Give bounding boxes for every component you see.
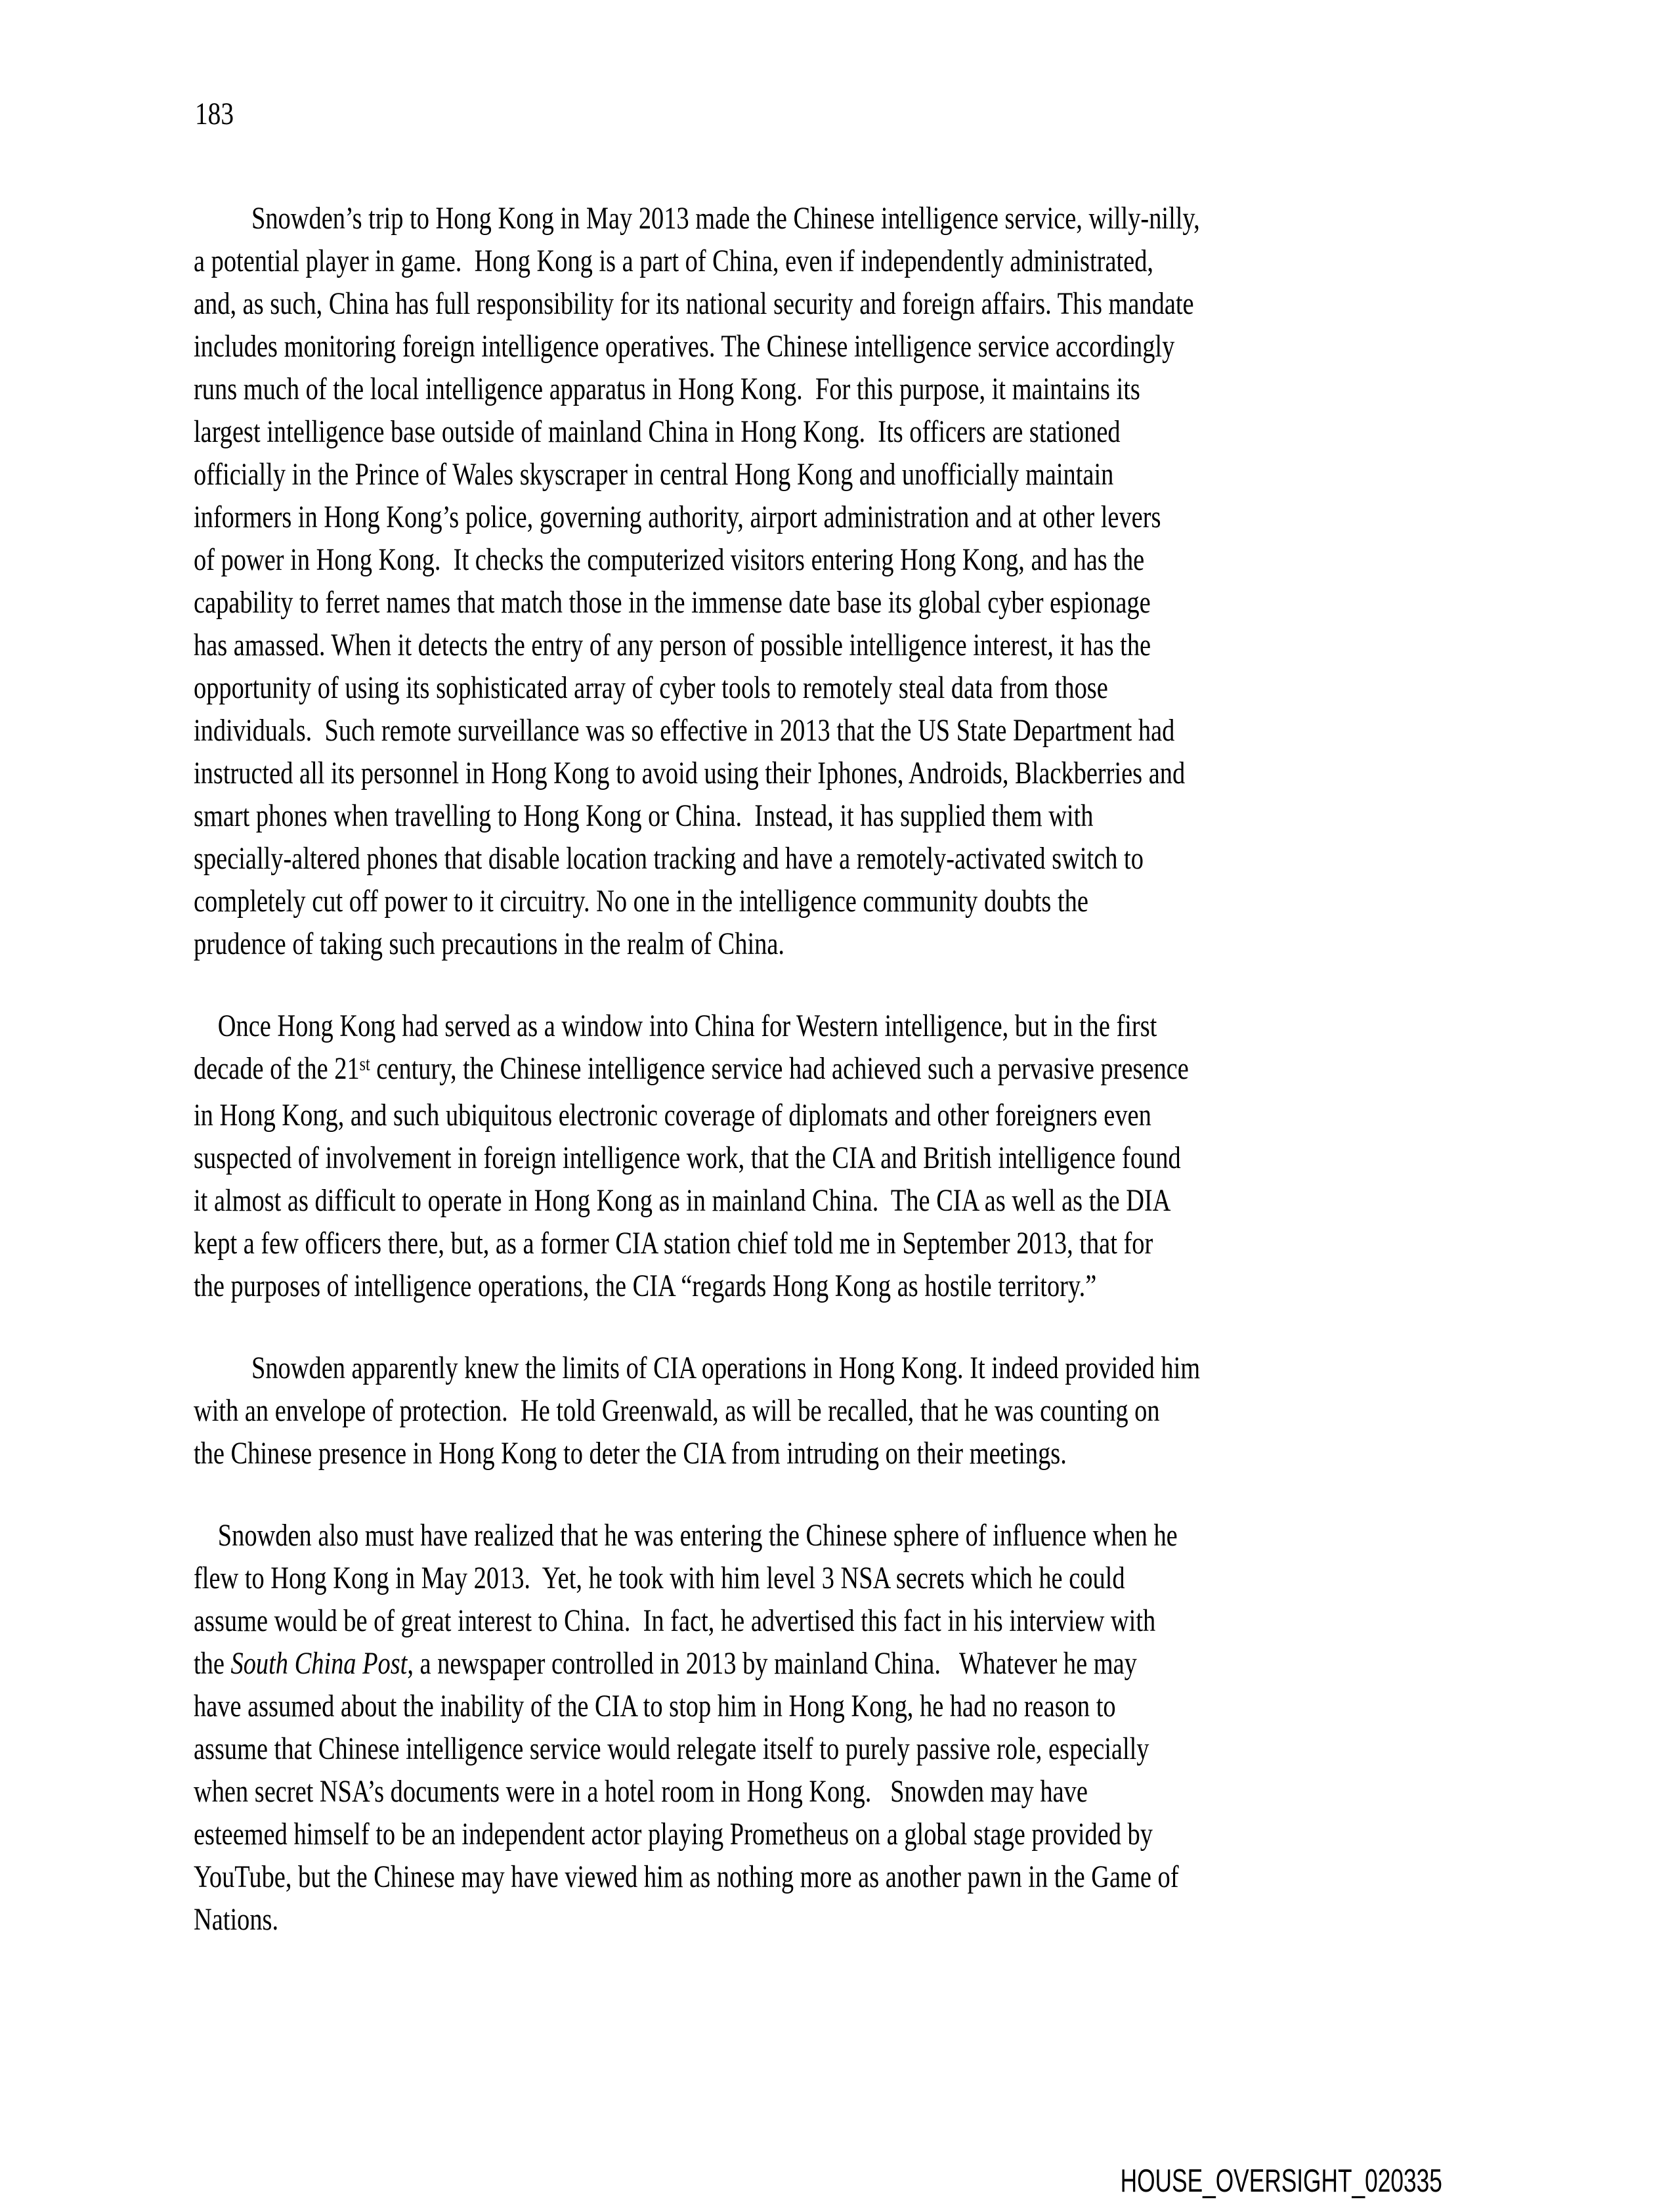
text-line: of power in Hong Kong. It checks the computerized visitors entering Hong Kong, and has the bbox=[194, 542, 1145, 577]
text-segment: century, the Chinese intelligence service had achieved such a pervasive presence bbox=[370, 1051, 1189, 1086]
text-line: have assumed about the inability of the CIA to stop him in Hong Kong, he had no reason to bbox=[194, 1689, 1116, 1724]
text-line: runs much of the local intelligence apparatus in Hong Kong. For this purpose, it maintains its bbox=[194, 372, 1140, 406]
paragraph-2 bbox=[194, 1005, 1496, 1307]
text-line: when secret NSA’s documents were in a hotel room in Hong Kong. Snowden may have bbox=[194, 1774, 1088, 1809]
superscript-ordinal: st bbox=[359, 1052, 370, 1075]
text-line: Snowden apparently knew the limits of CIA operations in Hong Kong. It indeed provided him bbox=[251, 1351, 1201, 1385]
text-line: individuals. Such remote surveillance was so effective in 2013 that the US State Department had bbox=[194, 713, 1175, 748]
text-line: prudence of taking such precautions in the realm of China. bbox=[194, 926, 784, 961]
newspaper-title: South China Post bbox=[230, 1646, 408, 1681]
text-line: with an envelope of protection. He told Greenwald, as will be recalled, that he was counting on bbox=[194, 1393, 1160, 1428]
text-line: the purposes of intelligence operations, the CIA “regards Hong Kong as hostile territory.” bbox=[194, 1269, 1097, 1303]
page-number: 183 bbox=[195, 97, 234, 131]
text-line: completely cut off power to it circuitry. No one in the intelligence community doubts the bbox=[194, 884, 1088, 919]
text-line: opportunity of using its sophisticated array of cyber tools to remotely steal data from those bbox=[194, 670, 1108, 705]
text-line: the Chinese presence in Hong Kong to deter the CIA from intruding on their meetings. bbox=[194, 1436, 1067, 1471]
text-line: Nations. bbox=[194, 1902, 279, 1937]
text-line: capability to ferret names that match those in the immense date base its global cyber espionage bbox=[194, 585, 1151, 620]
text-line: officially in the Prince of Wales skyscraper in central Hong Kong and unofficially maintain bbox=[194, 457, 1114, 492]
text-segment: decade of the 21 bbox=[194, 1051, 360, 1086]
document-body bbox=[194, 197, 1496, 1980]
text-line: it almost as difficult to operate in Hong Kong as in mainland China. The CIA as well as the DIA bbox=[194, 1183, 1171, 1218]
text-line: specially-altered phones that disable location tracking and have a remotely-activated switch to bbox=[194, 841, 1144, 876]
text-segment: the bbox=[194, 1646, 231, 1681]
text-line: a potential player in game. Hong Kong is a part of China, even if independently administrated, bbox=[194, 244, 1153, 278]
text-line-with-superscript bbox=[194, 1047, 1496, 1094]
text-line-with-italic bbox=[194, 1642, 1496, 1685]
text-line: esteemed himself to be an independent actor playing Prometheus on a global stage provided by bbox=[194, 1817, 1153, 1852]
text-line: Once Hong Kong had served as a window into China for Western intelligence, but in the first bbox=[217, 1008, 1157, 1043]
text-line: largest intelligence base outside of mainland China in Hong Kong. Its officers are stationed bbox=[194, 414, 1121, 449]
paragraph-4 bbox=[194, 1514, 1496, 1941]
text-line: Snowden also must have realized that he was entering the Chinese sphere of influence when he bbox=[217, 1518, 1178, 1553]
text-line: flew to Hong Kong in May 2013. Yet, he took with him level 3 NSA secrets which he could bbox=[194, 1561, 1125, 1595]
text-line: kept a few officers there, but, as a former CIA station chief told me in September 2013, that for bbox=[194, 1226, 1153, 1261]
text-line: smart phones when travelling to Hong Kong or China. Instead, it has supplied them with bbox=[194, 798, 1094, 833]
text-line: in Hong Kong, and such ubiquitous electronic coverage of diplomats and other foreigners even bbox=[194, 1098, 1151, 1133]
text-line: Snowden’s trip to Hong Kong in May 2013 made the Chinese intelligence service, willy-nilly, bbox=[251, 201, 1200, 236]
text-line: includes monitoring foreign intelligence operatives. The Chinese intelligence service accordingly bbox=[194, 329, 1175, 364]
text-line: YouTube, but the Chinese may have viewed him as nothing more as another pawn in the Game of bbox=[194, 1859, 1179, 1894]
paragraph-1 bbox=[194, 197, 1496, 965]
text-line: assume that Chinese intelligence service would relegate itself to purely passive role, especially bbox=[194, 1731, 1149, 1766]
text-line: informers in Hong Kong’s police, governing authority, airport administration and at other levers bbox=[194, 500, 1161, 534]
bates-stamp: HOUSE_OVERSIGHT_020335 bbox=[1120, 2163, 1442, 2199]
text-segment: , a newspaper controlled in 2013 by mainland China. Whatever he may bbox=[407, 1646, 1137, 1681]
text-line: and, as such, China has full responsibility for its national security and foreign affairs. This mandate bbox=[194, 286, 1194, 321]
text-line: suspected of involvement in foreign intelligence work, that the CIA and British intelligence found bbox=[194, 1140, 1181, 1175]
text-line: instructed all its personnel in Hong Kong to avoid using their Iphones, Androids, Blackberries and bbox=[194, 756, 1186, 791]
text-line: assume would be of great interest to China. In fact, he advertised this fact in his interview with bbox=[194, 1603, 1156, 1638]
paragraph-3 bbox=[194, 1347, 1496, 1475]
text-line: has amassed. When it detects the entry of any person of possible intelligence interest, it has the bbox=[194, 628, 1151, 662]
